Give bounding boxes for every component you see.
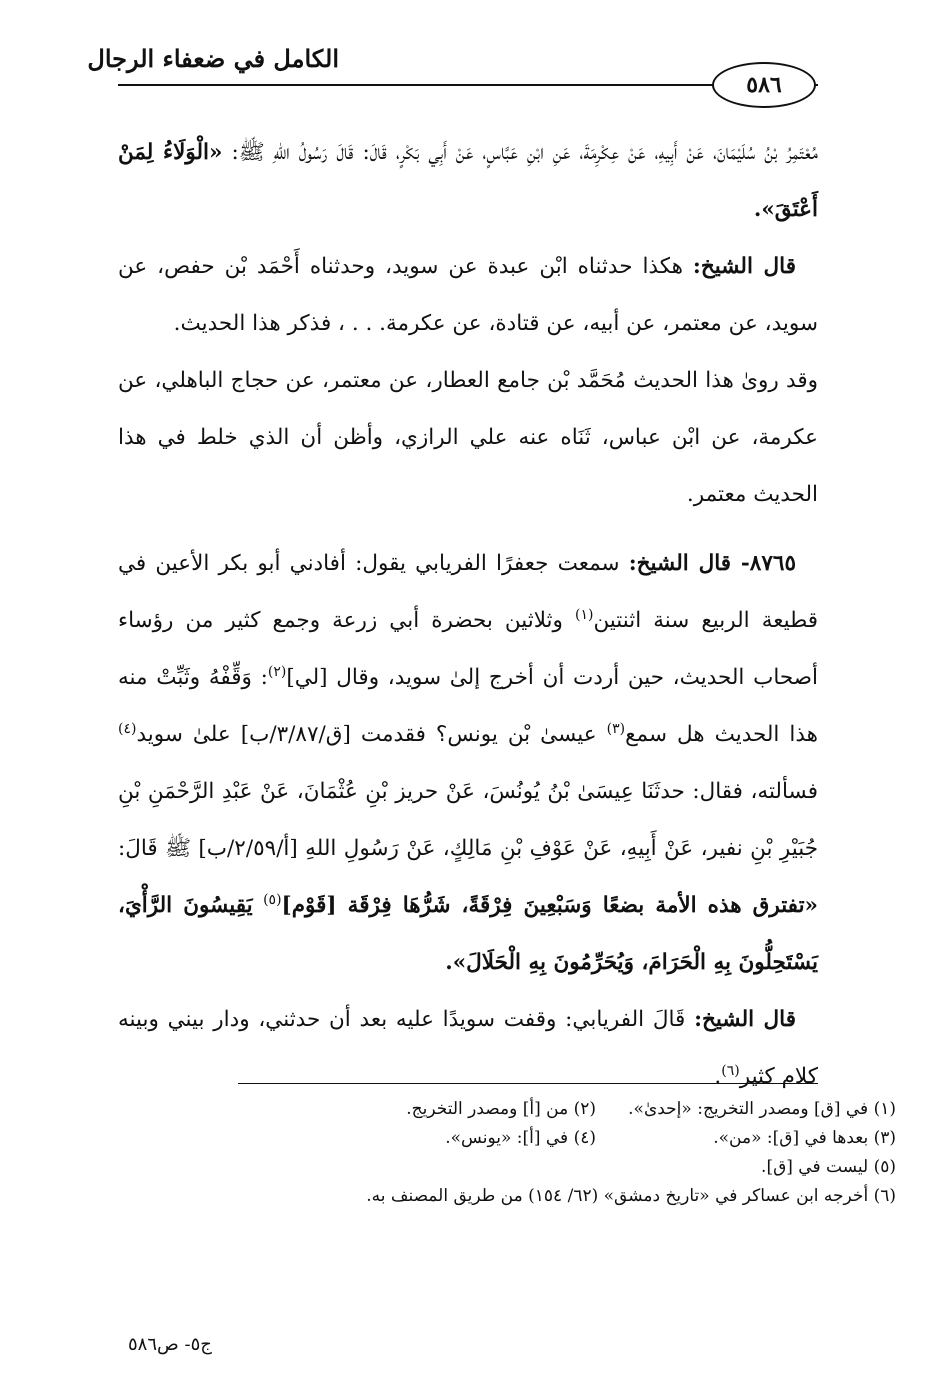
hadith-quote-b: يَقِيسُونَ الرَّأْيَ، يَسْتَحِلُّونَ بِهِ الْحَرَامَ، وَيُحَرِّمُونَ بِهِ الْحَلَالَ». [118,893,818,975]
footnote-ref-4[interactable]: (٤) [118,720,137,737]
hadith-quote-a: «تفترق هذه الأمة بضعًا وَسَبْعِينَ فِرْقَةً، شَرُّهَا فِرْقَة [قَوْم] [281,893,818,918]
faryabi-end: . [714,1064,722,1089]
footnote-2: (٢) من [أ] ومصدر التخريج. [406,1099,596,1119]
paragraph-entry-8765 [118,535,818,991]
footnote-ref-6[interactable]: (٦) [721,1062,740,1079]
sheikh-label: قال الشيخ: [692,254,796,279]
sheikh-comment-text: هكذا حدثناه ابْن عبدة عن سويد، وحدثناه أَحْمَد بْن حفص، عن سويد، عن معتمر، عن أبيه، عن قتادة، عن عكرمة. . . ، فذكر هذا الحديث. [118,254,818,336]
hadith-quote: «الْوَلَاءُ لِمَنْ أَعْتَقَ». [118,140,818,222]
entry-text-d: عيسىٰ بْن يونس؟ فقدمت [ق/٣/٨٧/ب] علىٰ سويد [136,722,597,747]
footnote-1: (١) في [ق] ومصدر التخريج: «إحدىٰ». [628,1099,896,1119]
footnote-4: (٤) في [أ]: «يونس». [445,1128,596,1148]
paragraph-gap [118,523,818,535]
entry-text-b: وثلاثين بحضرة أبي زرعة وجمع كثير من رؤساء أصحاب الحديث، حين أردت أن أخرج إلىٰ سويد، وقال [لي] [118,608,818,690]
footnote-row [200,1182,896,1211]
entry-text-e: فسألته، فقال: حدثَنَا عِيسَىٰ بْنُ يُونُسَ، عَنْ حريز بْنِ عُثْمَانَ، عَنْ عَبْدِ الرَّحْمَنِ بْنِ جُبَيْرِ بْنِ نفير، عَنْ أَبِيهِ، عَنْ عَوْفِ بْنِ مَالِكٍ، عَنْ رَسُولِ اللهِ [أ/٢/٥٩/ب] ﷺ قَالَ: [118,779,818,861]
paragraph-sheikh-comment [118,238,818,352]
entry-text-c: : وَقِّفْهُ وثَبِّتْ منه هذا الحديث هل سمع [118,665,818,747]
footnote-6: (٦) أخرجه ابن عساكر في «تاريخ دمشق» (٦٢/ ١٥٤) من طريق المصنف به. [366,1186,896,1206]
footnote-3: (٣) بعدها في [ق]: «من». [713,1128,896,1148]
paragraph-faryabi [118,991,818,1105]
footnote-ref-2[interactable]: (٢) [267,663,287,680]
page-number: ٥٨٦ [746,72,782,98]
entry-number-label: ٨٧٦٥- قال الشيخ: [628,551,796,576]
page-number-badge [712,62,816,108]
footnote-rule [238,1083,818,1084]
entry-text-a: سمعت جعفرًا الفريابي يقول: أفادني أبو بكر الأعين في قطيعة الربيع سنة اثنتين [118,551,818,633]
footnote-row [200,1095,896,1124]
faryabi-text: قَالَ الفريابي: وقفت سويدًا عليه بعد أن حدثني، ودار بيني وبينه كلام كثير [118,1007,818,1089]
main-text [118,124,818,1105]
footnote-ref-1[interactable]: (١) [574,606,594,623]
footnote-ref-3[interactable]: (٣) [606,720,626,737]
footnote-5: (٥) ليست في [ق]. [761,1157,896,1177]
narration-note-text: وقد روىٰ هذا الحديث مُحَمَّد بْن جامع العطار، عن معتمر، عن حجاج الباهلي، عن عكرمة، عن ابْن عباس، ثَنَاه عنه علي الرازي، وأظن أن الذي خلط في هذا الحديث معتمر. [118,368,818,507]
paragraph-isnad [118,124,818,238]
paragraph-narration-note [118,352,818,523]
sheikh-label-2: قال الشيخ: [694,1007,796,1032]
page-signature: ج٥- ص٥٨٦ [128,1334,212,1355]
footnote-ref-5[interactable]: (٥) [263,891,282,908]
isnad-text: مُعْتَمِرُ بْنُ سُلَيْمَانَ، عَنْ أَبِيهِ، عَنْ عِكْرِمَةَ، عَنِ ابْنِ عَبَّاسٍ، عَنْ أَبِي بَكْرٍ، قَالَ: قَالَ رَسُولُ اللهِ ﷺ: [231,140,818,165]
footnote-row [200,1124,896,1153]
footnotes [200,1095,896,1211]
running-title: الكامل في ضعفاء الرجال [87,44,339,73]
footnote-row [200,1153,896,1182]
